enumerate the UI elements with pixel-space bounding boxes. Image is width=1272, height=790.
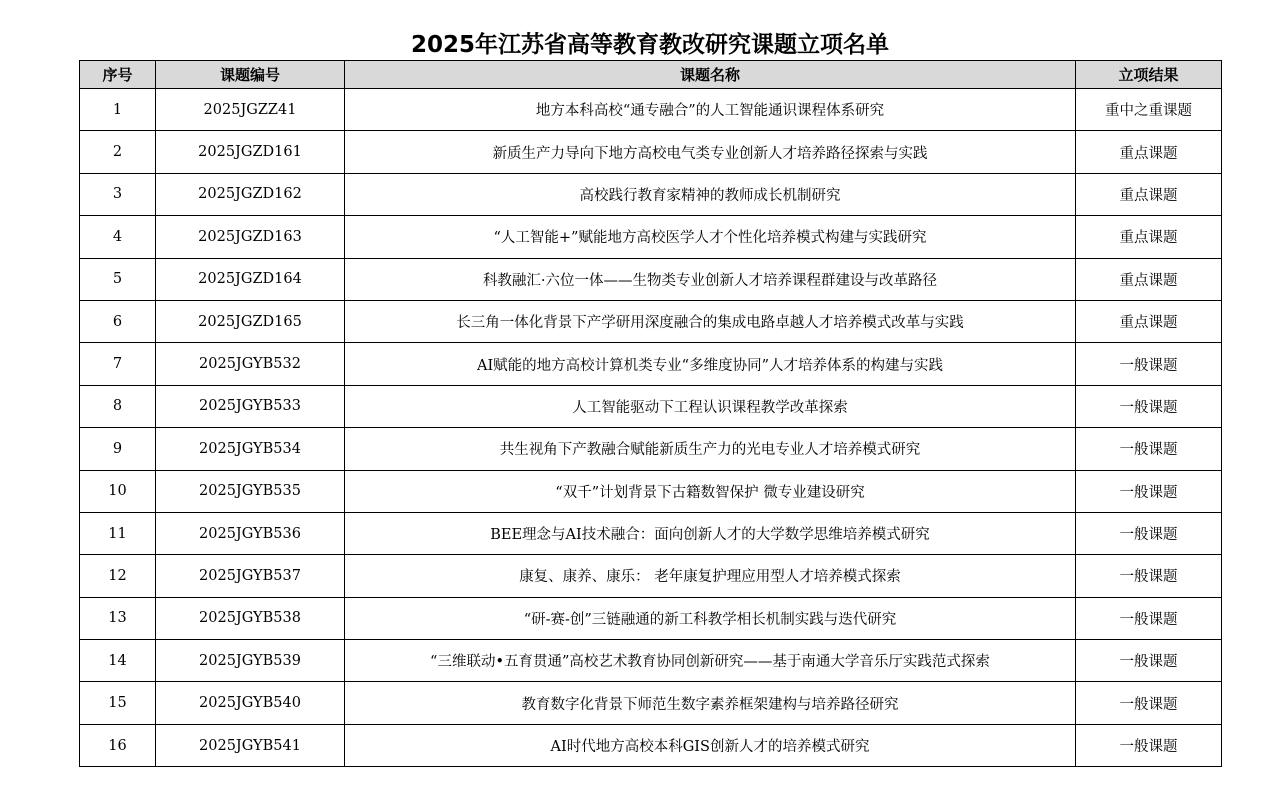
- table-row: [80, 682, 1222, 724]
- cell-serial-number: 2: [80, 131, 156, 173]
- cell-project-name: “三维联动•五育贯通”高校艺术教育协同创新研究——基于南通大学音乐厅实践范式探索: [345, 640, 1076, 682]
- cell-approval-result: 一般课题: [1076, 555, 1222, 597]
- cell-project-code: 2025JGYB540: [156, 682, 345, 724]
- cell-project-name: “研-赛-创”三链融通的新工科教学相长机制实践与迭代研究: [345, 597, 1076, 639]
- cell-project-code: 2025JGYB536: [156, 512, 345, 554]
- cell-project-code: 2025JGYB534: [156, 428, 345, 470]
- cell-approval-result: 重点课题: [1076, 258, 1222, 300]
- cell-serial-number: 7: [80, 343, 156, 385]
- table-row: [80, 724, 1222, 766]
- cell-project-name: 人工智能驱动下工程认识课程教学改革探索: [345, 385, 1076, 427]
- cell-project-code: 2025JGYB532: [156, 343, 345, 385]
- cell-project-code: 2025JGYB535: [156, 470, 345, 512]
- table-row: [80, 89, 1222, 131]
- cell-project-name: 地方本科高校“通专融合”的人工智能通识课程体系研究: [345, 89, 1076, 131]
- cell-serial-number: 15: [80, 682, 156, 724]
- cell-serial-number: 4: [80, 216, 156, 258]
- table-row: [80, 428, 1222, 470]
- table-row: [80, 512, 1222, 554]
- cell-serial-number: 10: [80, 470, 156, 512]
- cell-project-name: 共生视角下产教融合赋能新质生产力的光电专业人才培养模式研究: [345, 428, 1076, 470]
- cell-project-name: 长三角一体化背景下产学研用深度融合的集成电路卓越人才培养模式改革与实践: [345, 300, 1076, 342]
- cell-project-code: 2025JGZD163: [156, 216, 345, 258]
- cell-project-name: 教育数字化背景下师范生数字素养框架建构与培养路径研究: [345, 682, 1076, 724]
- cell-serial-number: 14: [80, 640, 156, 682]
- cell-project-name: 科教融汇·六位一体——生物类专业创新人才培养课程群建设与改革路径: [345, 258, 1076, 300]
- header-approval-result: 立项结果: [1076, 61, 1222, 89]
- cell-serial-number: 8: [80, 385, 156, 427]
- cell-serial-number: 3: [80, 173, 156, 215]
- cell-project-code: 2025JGYB539: [156, 640, 345, 682]
- cell-project-name: “人工智能+”赋能地方高校医学人才个性化培养模式构建与实践研究: [345, 216, 1076, 258]
- table-row: [80, 300, 1222, 342]
- cell-serial-number: 12: [80, 555, 156, 597]
- cell-serial-number: 1: [80, 89, 156, 131]
- header-project-name: 课题名称: [345, 61, 1076, 89]
- table-row: [80, 555, 1222, 597]
- cell-approval-result: 一般课题: [1076, 470, 1222, 512]
- cell-approval-result: 重点课题: [1076, 131, 1222, 173]
- cell-serial-number: 6: [80, 300, 156, 342]
- cell-project-code: 2025JGZD161: [156, 131, 345, 173]
- cell-approval-result: 一般课题: [1076, 428, 1222, 470]
- cell-approval-result: 一般课题: [1076, 385, 1222, 427]
- cell-serial-number: 5: [80, 258, 156, 300]
- cell-project-name: 新质生产力导向下地方高校电气类专业创新人才培养路径探索与实践: [345, 131, 1076, 173]
- cell-approval-result: 一般课题: [1076, 724, 1222, 766]
- cell-approval-result: 一般课题: [1076, 682, 1222, 724]
- cell-project-code: 2025JGZD165: [156, 300, 345, 342]
- cell-project-code: 2025JGYB533: [156, 385, 345, 427]
- table-row: [80, 216, 1222, 258]
- cell-approval-result: 重点课题: [1076, 216, 1222, 258]
- table-row: [80, 131, 1222, 173]
- cell-project-name: BEE理念与AI技术融合：面向创新人才的大学数学思维培养模式研究: [345, 512, 1076, 554]
- table-row: [80, 470, 1222, 512]
- cell-serial-number: 11: [80, 512, 156, 554]
- page-title: 2025年江苏省高等教育教改研究课题立项名单: [410, 32, 889, 58]
- project-table: [79, 60, 1222, 767]
- header-project-code: 课题编号: [156, 61, 345, 89]
- cell-project-name: AI赋能的地方高校计算机类专业“多维度协同”人才培养体系的构建与实践: [345, 343, 1076, 385]
- cell-project-name: 高校践行教育家精神的教师成长机制研究: [345, 173, 1076, 215]
- cell-serial-number: 16: [80, 724, 156, 766]
- cell-project-name: AI时代地方高校本科GIS创新人才的培养模式研究: [345, 724, 1076, 766]
- cell-project-code: 2025JGYB537: [156, 555, 345, 597]
- table-row: [80, 343, 1222, 385]
- cell-approval-result: 一般课题: [1076, 512, 1222, 554]
- cell-project-name: 康复、康养、康乐： 老年康复护理应用型人才培养模式探索: [345, 555, 1076, 597]
- table-row: [80, 640, 1222, 682]
- header-row: [80, 61, 1222, 89]
- table-row: [80, 173, 1222, 215]
- cell-approval-result: 重点课题: [1076, 300, 1222, 342]
- cell-project-name: “双千”计划背景下古籍数智保护 微专业建设研究: [345, 470, 1076, 512]
- cell-project-code: 2025JGYB538: [156, 597, 345, 639]
- cell-serial-number: 13: [80, 597, 156, 639]
- cell-serial-number: 9: [80, 428, 156, 470]
- cell-approval-result: 重中之重课题: [1076, 89, 1222, 131]
- cell-approval-result: 一般课题: [1076, 640, 1222, 682]
- cell-approval-result: 一般课题: [1076, 343, 1222, 385]
- cell-project-code: 2025JGYB541: [156, 724, 345, 766]
- table-row: [80, 258, 1222, 300]
- table-row: [80, 385, 1222, 427]
- header-serial-number: 序号: [80, 61, 156, 89]
- cell-project-code: 2025JGZD164: [156, 258, 345, 300]
- cell-approval-result: 重点课题: [1076, 173, 1222, 215]
- table-row: [80, 597, 1222, 639]
- cell-project-code: 2025JGZD162: [156, 173, 345, 215]
- cell-project-code: 2025JGZZ41: [156, 89, 345, 131]
- cell-approval-result: 一般课题: [1076, 597, 1222, 639]
